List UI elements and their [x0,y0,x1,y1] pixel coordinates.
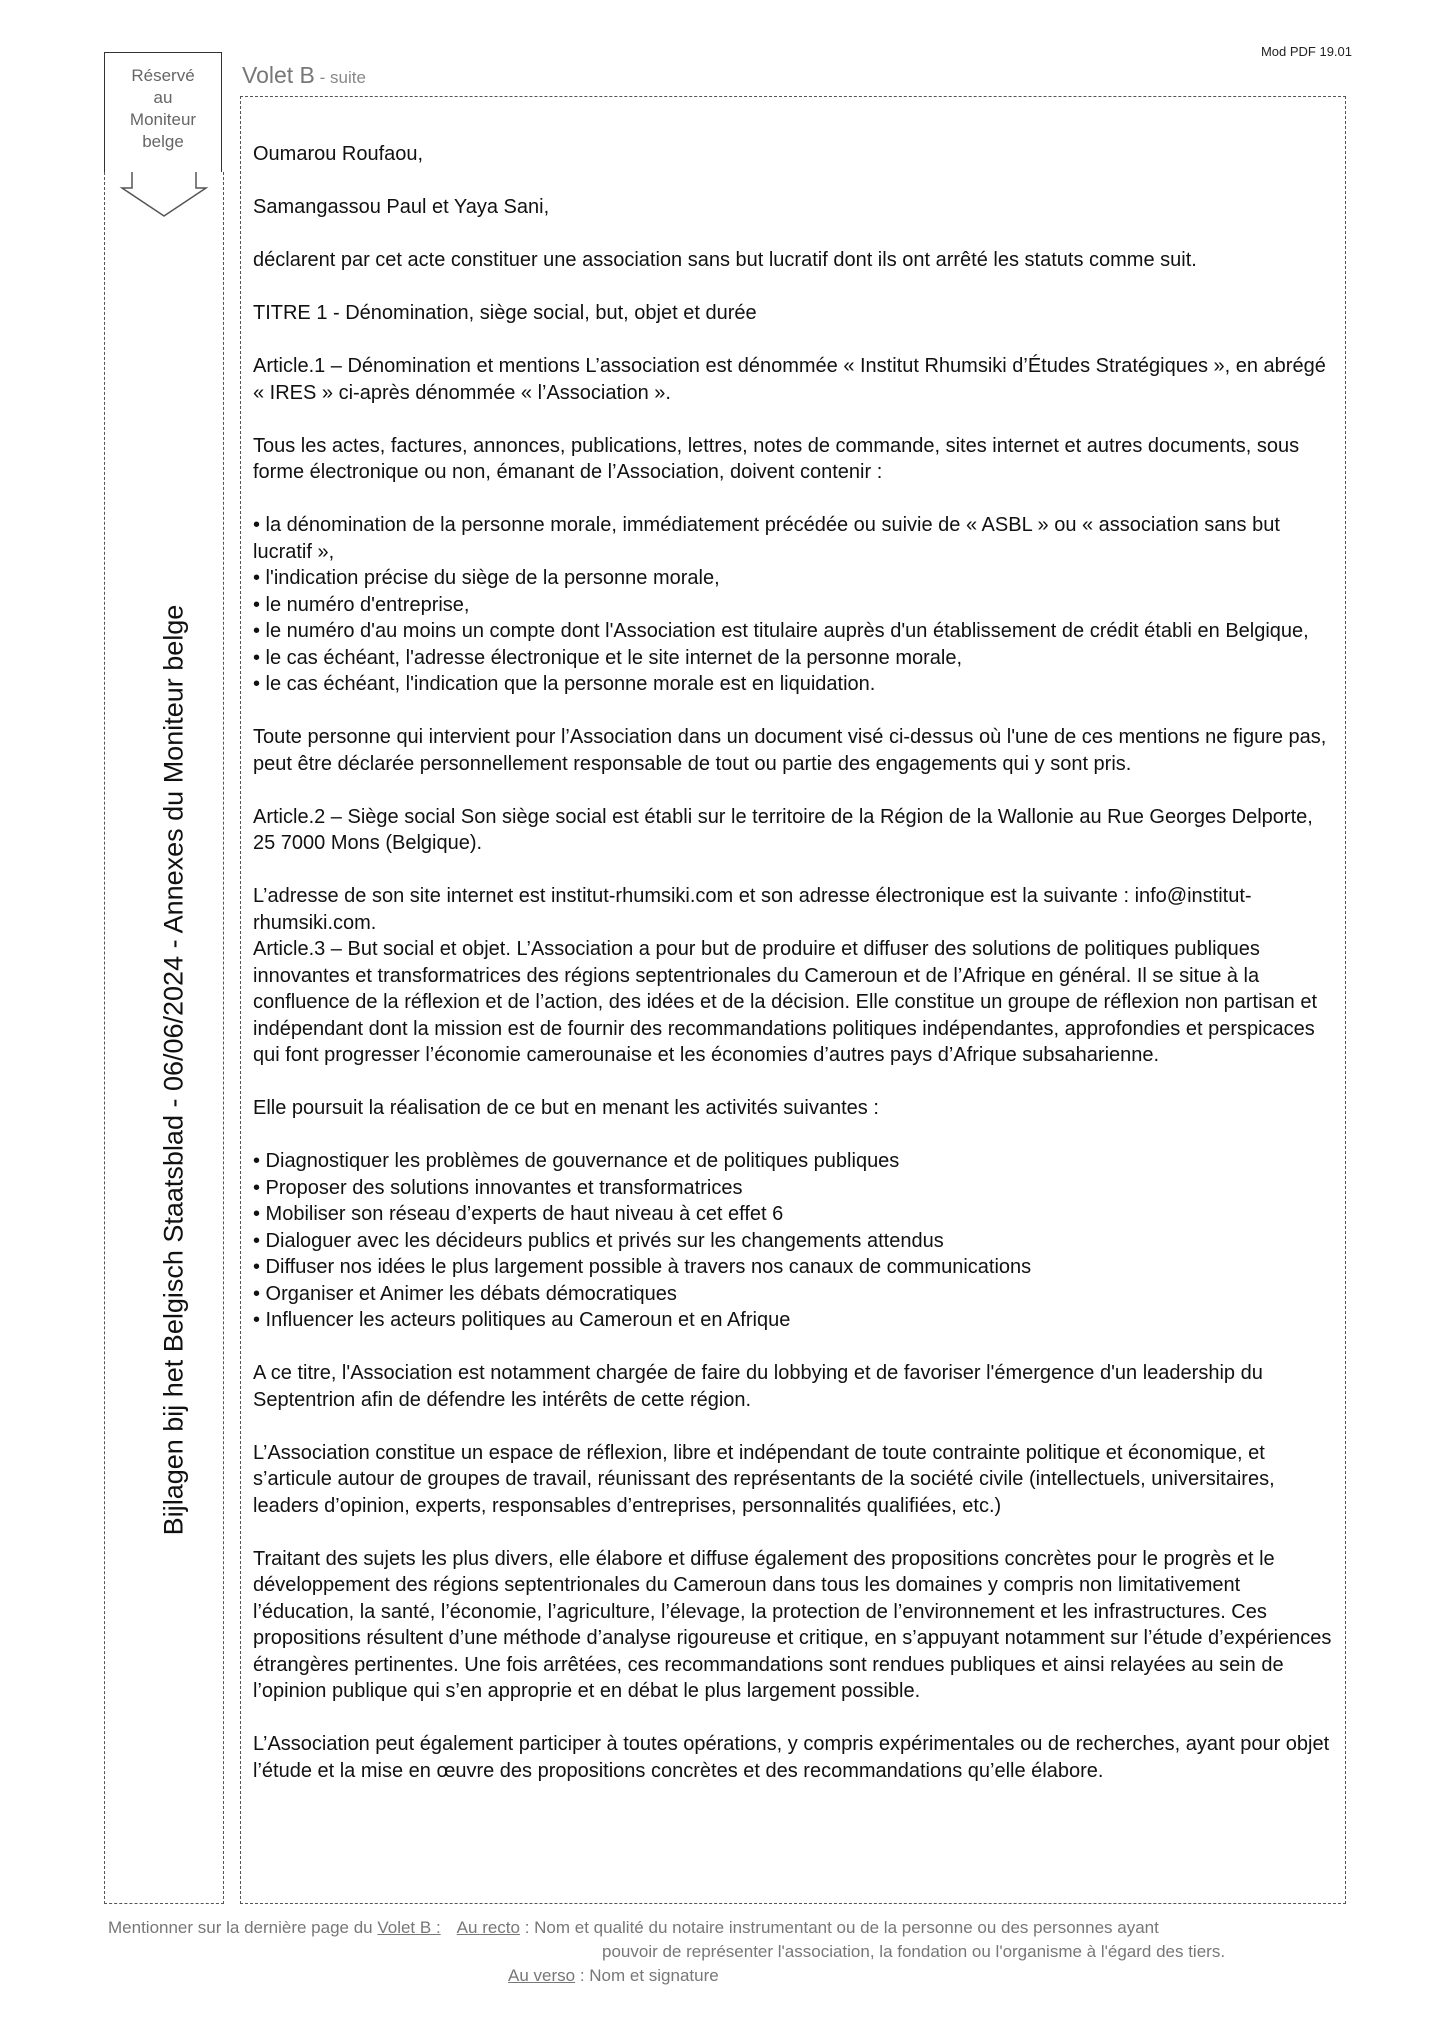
footer-verso-row [108,1964,1225,1988]
volet-title [242,62,366,89]
paragraph: Tous les actes, factures, annonces, publications, lettres, notes de commande, sites internet et autres documents, sous forme électronique ou non, émanant de l’Association, doivent contenir : [253,434,1300,483]
footer-recto-row-2 [108,1940,1225,1964]
footer-recto-label: Au recto [456,1918,520,1937]
paragraph: L’Association constitue un espace de réflexion, libre et indépendant de toute contrainte politique et économique, et s’articule autour de groupes de travail, réunissant des représentants de la société civile (intellectuels, universitaires, leaders d’opinion, experts, responsables d’entreprises, personnalités qualifiées, etc.) [253,1441,1275,1517]
footer-verso-text: : Nom et signature [575,1966,719,1985]
mod-pdf-label: Mod PDF 19.01 [1260,44,1352,59]
list-item: • Diffuser nos idées le plus largement possible à travers nos canaux de communications [253,1256,1032,1278]
footer-recto-text-2: pouvoir de représenter l'association, la fondation ou l'organisme à l'égard des tiers. [602,1942,1226,1961]
footer-volet-link: Volet B : [377,1918,441,1937]
article-3: Article.3 – But social et objet. L’Association a pour but de produire et diffuser des solutions de politiques publiques innovantes et transformatrices des régions septentrionales du Cameroun et de l’Afrique en général. Il se situe à la confluence de la réflexion et de l’action, des idées et de la décision. Elle constitue un groupe de réflexion non partisan et indépendant dont la mission est de fournir des recommandations politiques indépendantes, approfondies et perspicaces qui font progresser l’économie camerounaise et les économies d’autres pays d’Afrique subsaharienne. [253,938,1318,1066]
list-item: • le numéro d'entreprise, [253,593,470,616]
paragraph: Toute personne qui intervient pour l’Association dans un document visé ci-dessus où l'une de ces mentions ne figure pas, peut être déclarée personnellement responsable de tout ou partie des engagements qui y sont pris. [253,726,1327,775]
paragraph: L’Association peut également participer à toutes opérations, y compris expérimentales ou de recherches, ayant pour objet l’étude et la mise en œuvre des propositions concrètes et des recommandations qu’elle élabore. [253,1733,1330,1782]
volet-title-main: Volet B [242,62,315,88]
reserve-box [104,52,222,172]
footer-notes [108,1916,1225,1988]
paragraph: Samangassou Paul et Yaya Sani, [253,196,550,218]
reserve-line: Moniteur [129,110,197,129]
reserve-line: belge [142,132,184,151]
list-item: • Diagnostiquer les problèmes de gouvernance et de politiques publiques [253,1150,900,1172]
paragraph: Elle poursuit la réalisation de ce but en menant les activités suivantes : [253,1097,879,1119]
list-item: • Dialoguer avec les décideurs publics et privés sur les changements attendus [253,1229,944,1252]
mentions-list [253,512,1333,698]
list-item: • Mobiliser son réseau d’experts de haut niveau à cet effet 6 [253,1203,784,1225]
paragraph: Traitant des sujets les plus divers, elle élabore et diffuse également des propositions concrètes pour le progrès et le développement des régions septentrionales du Cameroun dans tous les domaines y compris non limitativement l’éducation, la santé, l’économie, l’agriculture, l’élevage, la protection de l’environnement et les infrastructures. Ces propositions résultent d’une méthode d’analyse rigoureuse et critique, en s’appuyant notamment sur l’étude d’expériences étrangères pertinentes. Une fois arrêtées, ces recommandations sont rendues publiques et ainsi relayées au sein de l’opinion publique qui s’en approprie et en débat le plus largement possible. [253,1547,1332,1702]
list-item: • l'indication précise du siège de la personne morale, [253,567,720,589]
list-item: • la dénomination de la personne morale, immédiatement précédée ou suivie de « ASBL » ou « association sans but lucratif », [253,514,1280,563]
reserve-line: Réservé [131,66,195,85]
footer-verso-label: Au verso [508,1966,576,1985]
paragraph: L’adresse de son site internet est institut-rhumsiki.com et son adresse électronique est la suivante : info@institut-rhumsiki.com. [253,885,1252,934]
list-item: • Organiser et Animer les débats démocratiques [253,1282,677,1305]
list-item: • Influencer les acteurs politiques au Cameroun et en Afrique [253,1309,791,1331]
footer-recto-row [108,1916,1225,1940]
paragraph: Oumarou Roufaou, [253,143,424,165]
paragraph: déclarent par cet acte constituer une association sans but lucratif dont ils ont arrêté les statuts comme suit. [253,249,1197,271]
footer-recto-text: : Nom et qualité du notaire instrumentant ou de la personne ou des personnes ayant [519,1918,1159,1937]
vertical-annex-label: Bijlagen bij het Belgisch Staatsblad - 06/06/2024 - Annexes du Moniteur belge [158,604,189,1536]
section-title: TITRE 1 - Dénomination, siège social, but, objet et durée [253,302,757,324]
footer-prefix: Mentionner sur la dernière page du [108,1918,378,1937]
list-item: • le cas échéant, l'adresse électronique et le site internet de la personne morale, [253,646,963,669]
article-2: Article.2 – Siège social Son siège social est établi sur le territoire de la Région de la Wallonie au Rue Georges Delporte, 25 7000 Mons (Belgique). [253,805,1313,854]
activities-list [253,1148,1333,1334]
volet-title-suite: - suite [314,68,366,87]
list-item: • le numéro d'au moins un compte dont l'Association est titulaire auprès d'un établissement de crédit établi en Belgique, [253,620,1309,642]
list-item: • Proposer des solutions innovantes et transformatrices [253,1176,743,1199]
reserve-line: au [153,88,173,107]
paragraph: A ce titre, l'Association est notamment chargée de faire du lobbying et de favoriser l'émergence d'un leadership du Septentrion afin de défendre les intérêts de cette région. [253,1362,1263,1411]
list-item: • le cas échéant, l'indication que la personne morale est en liquidation. [253,673,876,695]
article-1: Article.1 – Dénomination et mentions L’association est dénommée « Institut Rhumsiki d’Études Stratégiques », en abrégé « IRES » ci-après dénommée « l’Association ». [253,355,1326,404]
document-content [240,96,1346,1904]
